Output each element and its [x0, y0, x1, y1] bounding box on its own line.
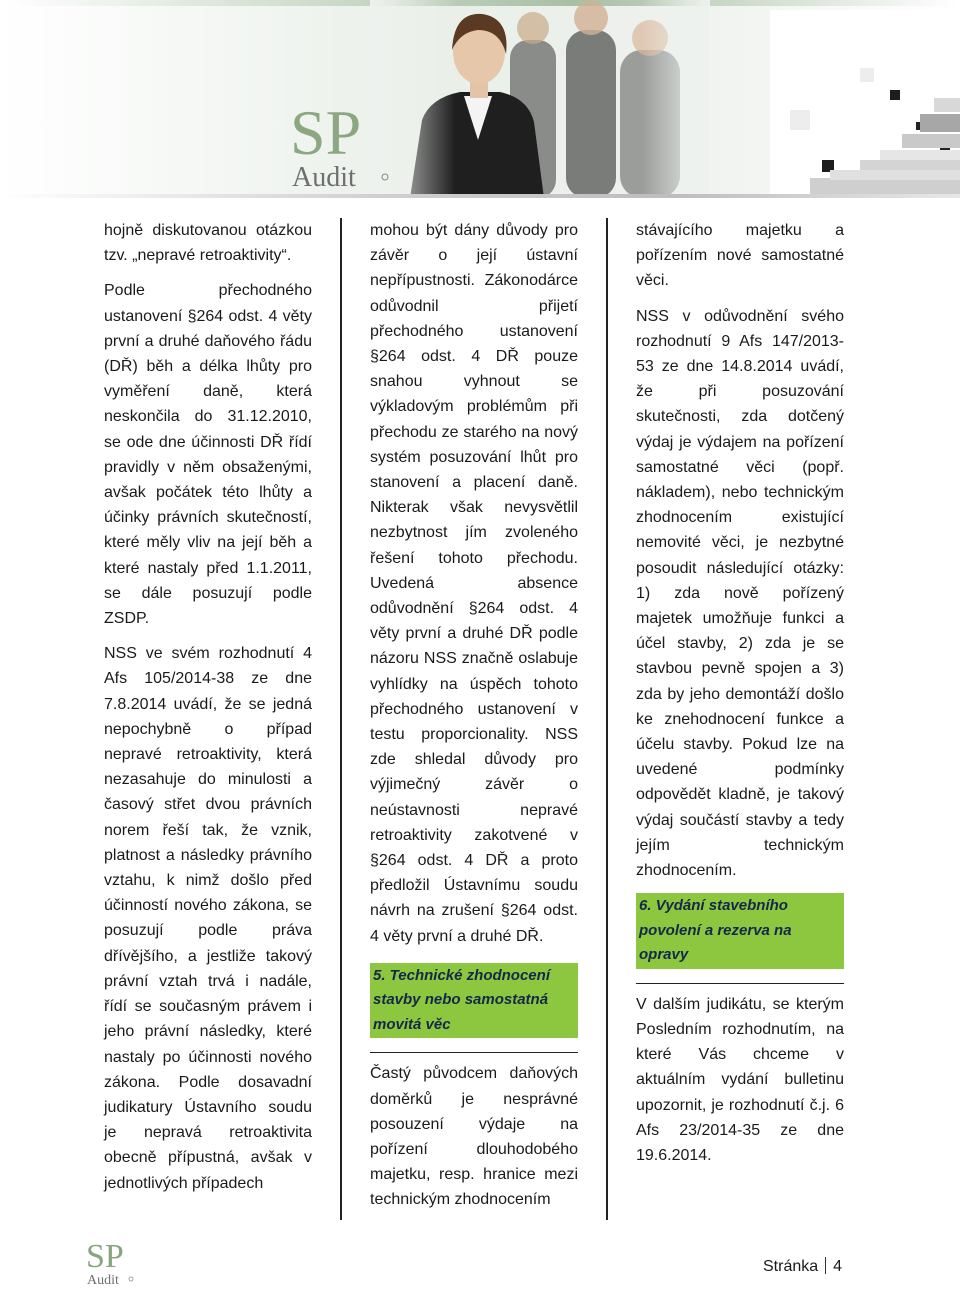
- footer-logo-audit-text: Audit: [87, 1273, 119, 1287]
- footer-logo-sp-text: SP: [86, 1238, 124, 1275]
- col3-paragraph-2: NSS v odůvodnění svého rozhodnutí 9 Afs 147/2013-53 ze dne 14.8.2014 uvádí, že při posuzování skutečnosti, zda dotčený výdaj je výdajem na pořízení samostatné věci (popř. nákladem), nebo technickým zhodnocením existující nemovité věci, je nezbytné posoudit následující otázky: 1) zda nově pořízený majetek umožňuje funkci a účel stavby, 2) zda je se stavbou pevně spojen a 3) zda by jeho demontáží došlo ke znehodnocení funkce a účelu stavby. Pokud lze na uvedené podmínky odpovědět kladně, je takový výdaj součástí stavby a tedy jejím technickým zhodnocením.: [636, 307, 844, 880]
- business-people-photo: [370, 0, 710, 198]
- header-banner: [0, 0, 960, 198]
- footer-sp-audit-logo: [84, 1233, 136, 1287]
- col2-paragraph-2: Častý původcem daňových doměrků je nesprávné posouzení výdaje na pořízení dlouhodobého majetku, resp. hranice mezi technickým zhodnocením: [370, 1065, 578, 1209]
- col1-paragraph-2: Podle přechodného ustanovení §264 odst. 4 věty první a druhé daňového řádu (DŘ) běh a délka lhůty pro vyměření daně, která neskončila do 31.12.2010, se ode dne účinnosti DŘ řídí pravidly v něm obsaženými, avšak počátek této lhůty a účinky právních skutečností, které měly vliv na její běh a které nastaly před 1.1.2011, se dále posuzují podle ZSDP.: [104, 282, 312, 628]
- page-number: 4: [833, 1258, 843, 1275]
- banner-bottom-rule: [0, 194, 960, 198]
- page-label-text: Stránka: [763, 1258, 819, 1275]
- page-number-label: [763, 1257, 842, 1276]
- column-3: [636, 218, 844, 1178]
- col2-paragraph-1: mohou být dány důvody pro závěr o její ústavní nepřípustnosti. Zákonodárce odůvodnil přijetí přechodného ustanovení §264 odst. 4 DŘ pouze snahou vyhnout se výkladovým problémům při přechodu ze starého na nový systém posuzování lhůt pro stanovení a placení daně. Nikterak však nevysvětlil nezbytnost jím zvoleného řešení tohoto přechodu. Uvedená absence odůvodnění §264 odst. 4 věty první a druhé DŘ podle názoru NSS značně oslabuje vyhlídky na úspěch tohoto přechodného ustanovení v testu proporcionality. NSS zde shledal důvody pro výjimečný závěr o neústavnosti nepravé retroaktivity zakotvené v §264 odst. 4 DŘ a proto předložil Ústavnímu soudu návrh na zrušení §264 odst. 4 věty první a druhé DŘ.: [370, 222, 578, 945]
- col1-paragraph-3: NSS ve svém rozhodnutí 4 Afs 105/2014-38 ze dne 7.8.2014 uvádí, že se jedná nepochybně o případ nepravé retroaktivity, která nezasahuje do minulosti a časový střet dvou právních norem řeší tak, že vznik, platnost a následky právního vztahu, k nimž došlo před účinností nového zákona, se posuzují podle práva dřívějšího, a jestliže takový právní vztah trvá i nadále, řídí se současným právem i jeho právní následky, které nastaly po účinnosti nového zákona. Podle dosavadní judikatury Ústavního soudu je nepravá retroaktivita obecně přípustná, avšak v jednotlivých případech: [104, 645, 312, 1192]
- column-1: [104, 218, 312, 1206]
- column-2: [370, 218, 578, 1223]
- heading-rule: [370, 1052, 578, 1053]
- logo-sp-text: SP: [290, 97, 362, 168]
- col1-paragraph-1: hojně diskutovanou otázkou tzv. „nepravé retroaktivity“.: [104, 222, 312, 265]
- column-divider-1: [340, 218, 342, 1220]
- section-heading-5: 5. Technické zhodnocení stavby nebo samostatná movitá věc: [370, 963, 578, 1039]
- column-divider-2: [606, 218, 608, 1220]
- logo-audit-text: Audit: [292, 162, 356, 192]
- documents-pile-image: [770, 10, 960, 198]
- col3-paragraph-3: V dalším judikátu, se kterým Posledním rozhodnutím, na které Vás chceme v aktuálním vydání bulletinu upozornit, je rozhodnutí č.j. 6 Afs 23/2014-35 ze dne 19.6.2014.: [636, 995, 844, 1164]
- sp-audit-logo: [288, 92, 398, 192]
- col3-paragraph-1: stávajícího majetku a pořízením nové samostatné věci.: [636, 222, 844, 290]
- page-separator: [825, 1257, 826, 1274]
- section-heading-6: 6. Vydání stavebního povolení a rezerva na opravy: [636, 893, 844, 969]
- heading-rule: [636, 983, 844, 984]
